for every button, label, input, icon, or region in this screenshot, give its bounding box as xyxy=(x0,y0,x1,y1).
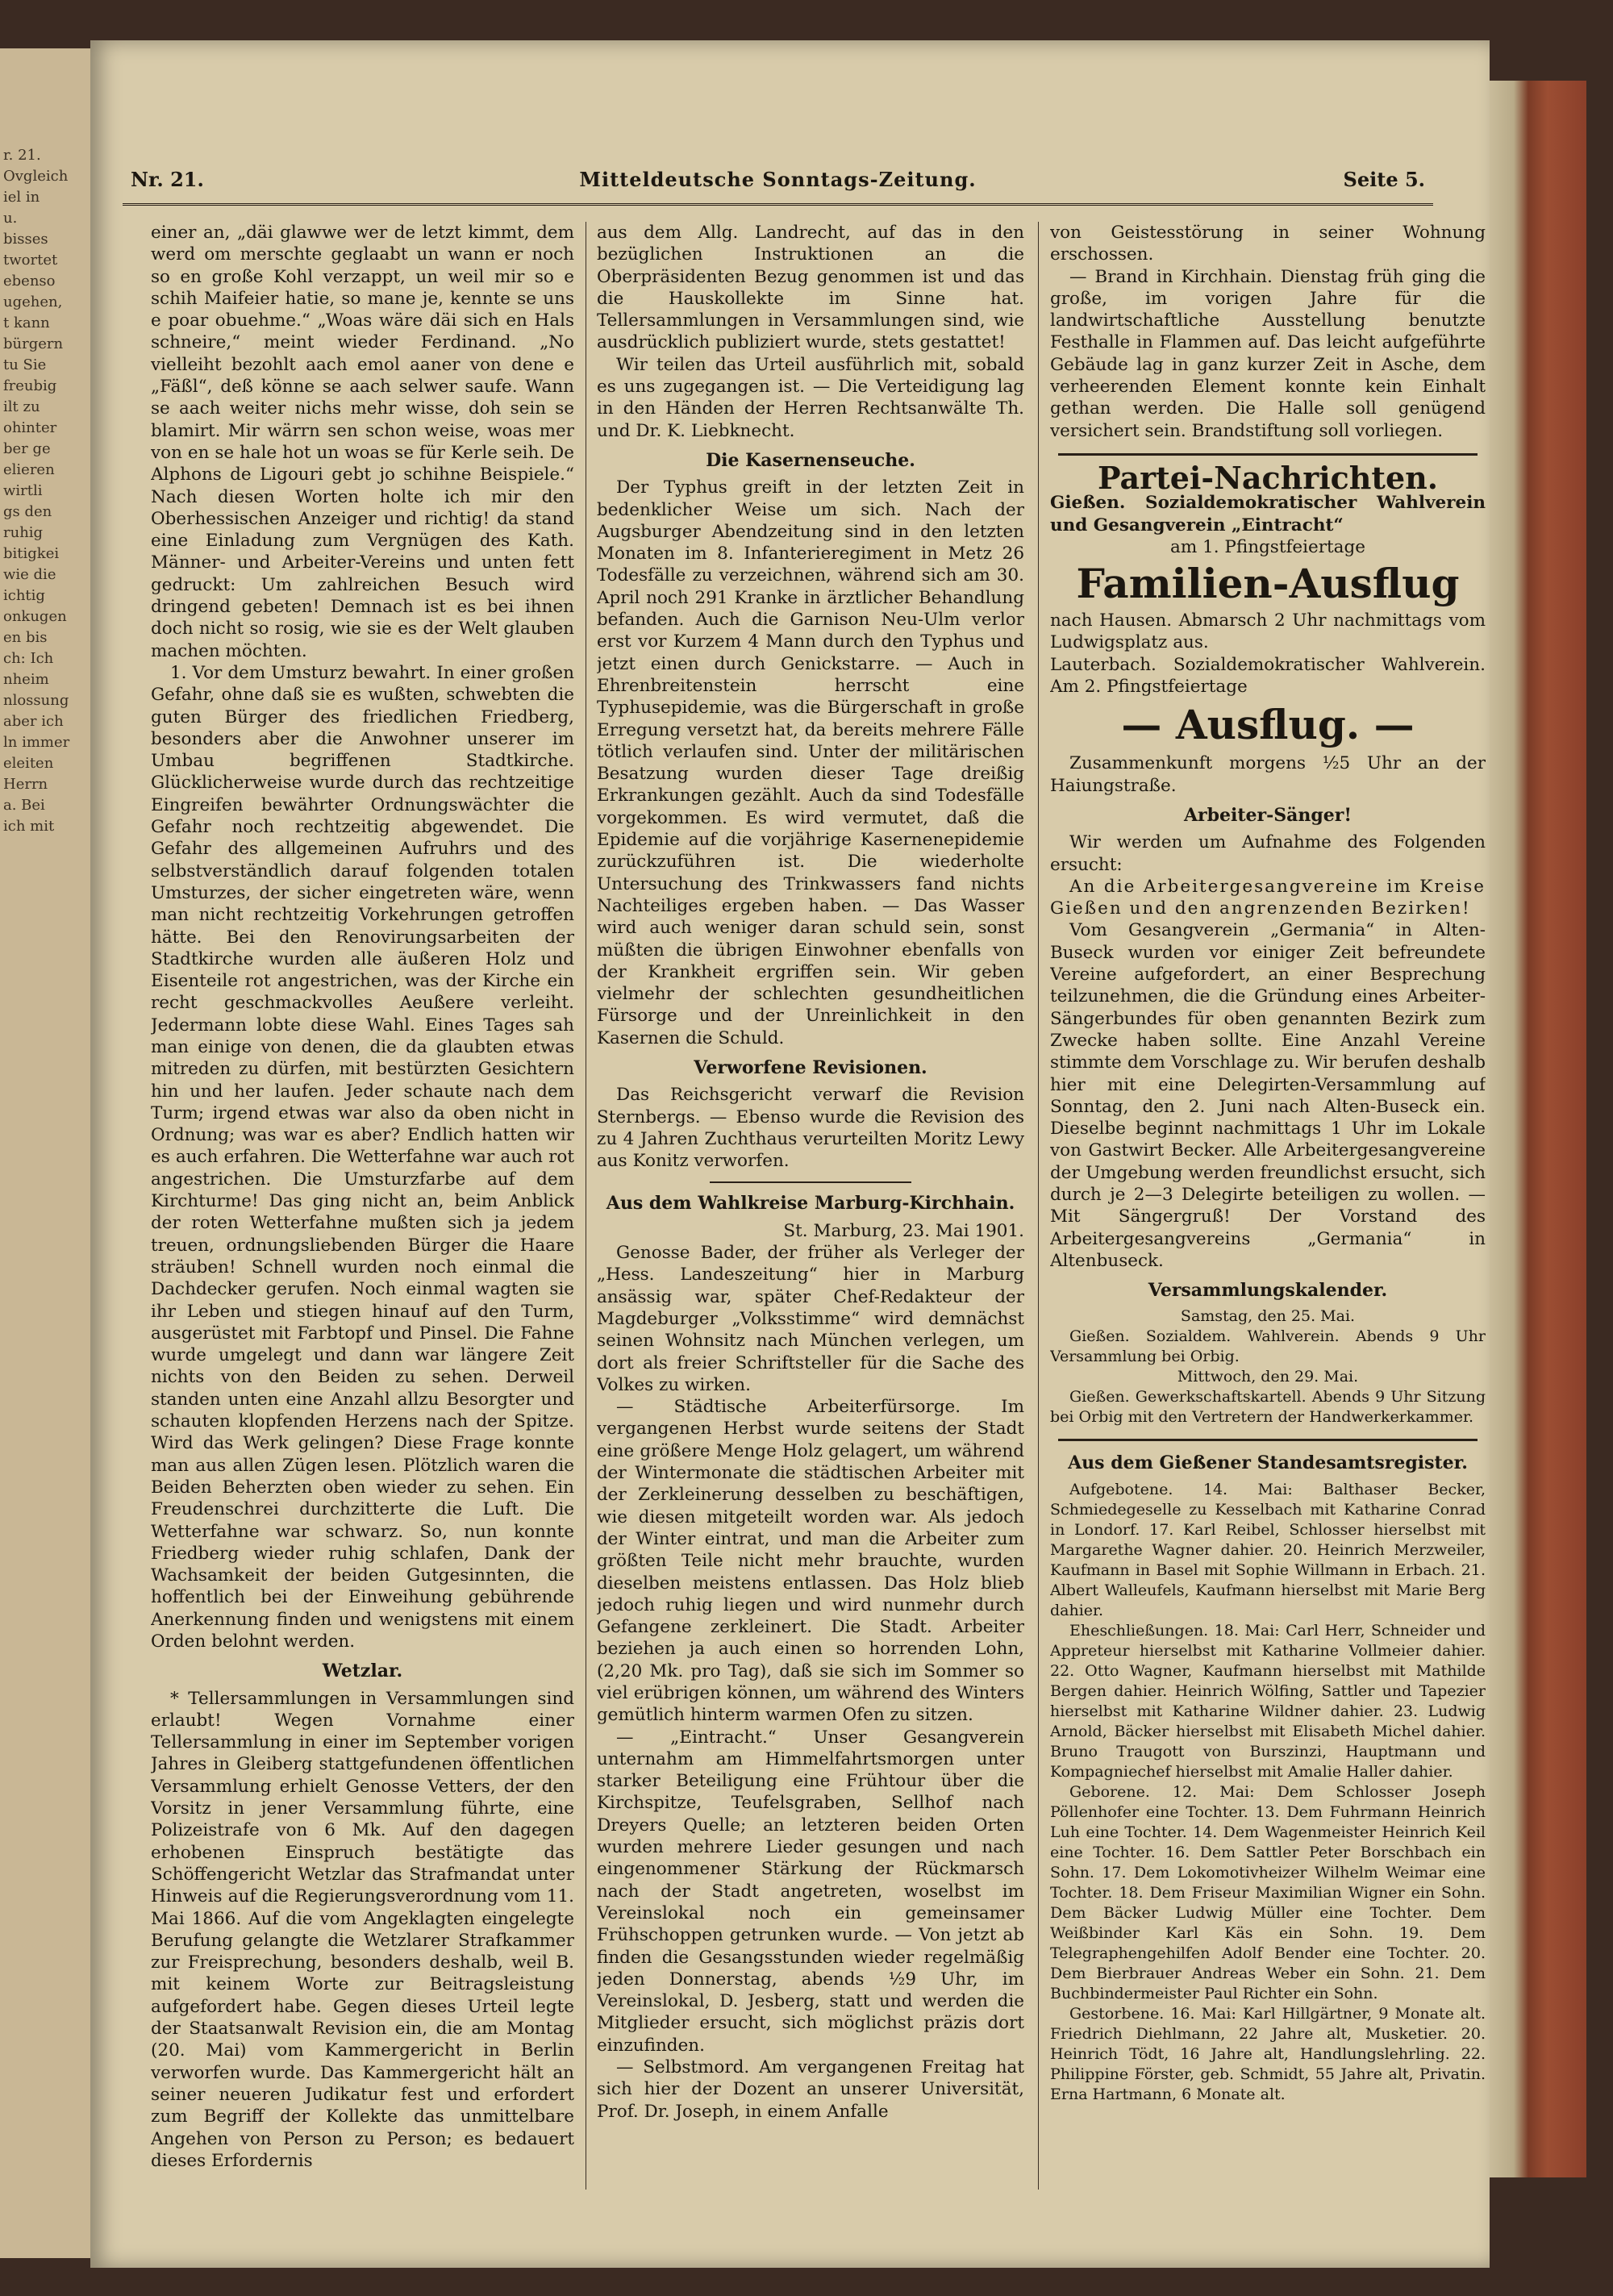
article-paragraph: aus dem Allg. Landrecht, auf das in den bezüglichen Instruktionen an die Oberpräsidenten Bezug genommen ist und das die Hauskollekte im Sinne hat. Tellersammlungen in Versammlungen sind, wie ausdrücklich publiziert wurde, stets gestattet! xyxy=(597,223,1024,353)
section-heading-kalender: Versammlungskalender. xyxy=(1148,1280,1388,1302)
adjacent-page-fragment: t kann xyxy=(3,315,50,331)
article-paragraph: Genosse Bader, der früher als Verleger der „Hess. Landeszeitung“ hier in Marburg ansässig war, später Chef-Redakteur der Magdeburger „Volksstimme“ wird demnächst seinen Wohnsitz nach München verlegen, um dort als freier Schriftsteller für die Sache des Volkes zu wirken. xyxy=(597,1243,1024,1395)
adjacent-page-fragment: r. 21. xyxy=(3,147,41,164)
section-heading-wetzlar: Wetzlar. xyxy=(322,1661,403,1682)
announcement-title: Familien-Ausflug xyxy=(1076,560,1460,608)
adjacent-page-fragment: tu Sie xyxy=(3,356,47,373)
announcement-text: Zusammenkunft morgens ½5 Uhr an der Haiungstraße. xyxy=(1050,753,1486,796)
article-paragraph: — Städtische Arbeiterfürsorge. Im vergangenen Herbst wurde seitens der Stadt eine größere Menge Holz gelagert, um während der Wintermonate die städtischen Arbeiter mit der Zerkleinerung desselben zu beschäftigen, wie diesen mitgeteilt worden war. Als jedoch der Winter eintrat, und man die Arbeiter zum größten Teile nicht mehr brauchte, wurden dieselben meistens entlassen. Das Holz blieb jedoch ruhig liegen und wird nunmehr durch Gefangene zerkleinert. Die Stadt. Arbeiter beziehen ja auch einen so horrenden Lohn, (2,20 Mk. pro Tag), daß sie sich im Sommer so viel erübrigen können, um während des Winters gemütlich hinterm warmen Ofen zu sitzen. xyxy=(597,1397,1024,1726)
section-heading-saenger: Arbeiter-Sänger! xyxy=(1183,804,1353,826)
adjacent-page-fragment: bitigkei xyxy=(3,545,60,562)
adjacent-page-fragment: aber ich xyxy=(3,713,64,730)
page-number: Seite 5. xyxy=(1343,168,1425,191)
adjacent-page-fragment: bisses xyxy=(3,231,48,248)
adjacent-page-fragment: freubig xyxy=(3,377,57,394)
section-separator xyxy=(1058,1439,1478,1441)
issue-number: Nr. 21. xyxy=(131,168,204,191)
register-entry: Eheschließungen. 18. Mai: Carl Herr, Schneider und Appreteur hierselbst mit Katharine Vollmeier dahier. 22. Otto Wagner, Kaufmann hierselbst mit Mathilde Bergen dahier. Heinrich Wölfing, Sattler und Tapezier hierselbst mit Katharine Wildner dahier. 23. Ludwig Arnold, Bäcker hierselbst mit Elisabeth Michel dahier. Bruno Traugott von Burszinzi, Hauptmann und Kompagniechef hierselbst mit Amalie Haller dahier. xyxy=(1050,1621,1486,1781)
adjacent-page-fragment: a. Bei xyxy=(3,797,45,814)
announcement-title: — Ausflug. — xyxy=(1121,701,1415,749)
adjacent-page-fragment: wirtli xyxy=(3,482,43,499)
section-separator xyxy=(1058,453,1478,456)
adjacent-page-fragment: elieren xyxy=(3,461,55,478)
register-entry: Geborene. 12. Mai: Dem Schlosser Joseph Pöllenhofer eine Tochter. 13. Dem Fuhrmann Heinrich Luh eine Tochter. 14. Dem Wagenmeister Heinrich Keil eine Tochter. 16. Dem Sattler Peter Borschbach ein Sohn. 17. Dem Lokomotivheizer Wilhelm Weimar eine Tochter. 18. Dem Friseur Maximilian Wigner ein Sohn. Dem Bäcker Ludwig Müller eine Tochter. Dem Weißbinder Karl Käs ein Sohn. 19. Dem Telegraphengehilfen Adolf Bender eine Tochter. 20. Dem Bierbrauer Andreas Weber ein Sohn. 21. Dem Buchbindermeister Paul Richter ein Sohn. xyxy=(1050,1782,1486,2002)
section-heading-marburg: Aus dem Wahlkreise Marburg-Kirchhain. xyxy=(606,1193,1015,1215)
adjacent-page-fragment: ber ge xyxy=(3,440,51,457)
article-paragraph: — Brand in Kirchhain. Dienstag früh ging die große, im vorigen Jahre für die landwirtschaftliche Ausstellung benutzte Festhalle in Flammen auf. Das leicht aufgeführte Gebäude lag in ganz kurzer Zeit in Asche, dem verheerenden Element konnte kein Einhalt gethan werden. Die Halle soll genügend versichert sein. Brandstiftung soll vorliegen. xyxy=(1050,266,1486,441)
register-entry: Aufgebotene. 14. Mai: Balthaser Becker, Schmiedegeselle zu Kesselbach mit Katharine Conrad in Londorf. 17. Karl Reibel, Schlosser hierselbst mit Margarethe Wagner dahier. 20. Heinrich Merzweiler, Kaufmann in Basel mit Sophie Willmann in Erbach. 21. Albert Walleufels, Kaufmann hierselbst mit Marie Berg dahier. xyxy=(1050,1480,1486,1619)
adjacent-page-fragment: nlossung xyxy=(3,692,69,709)
page-header xyxy=(123,161,1433,206)
adjacent-page-fragment: ohinter xyxy=(3,419,57,436)
article-paragraph: Wir werden um Aufnahme des Folgenden ersucht: xyxy=(1050,832,1486,875)
article-paragraph: 1. Vor dem Umsturz bewahrt. In einer großen Gefahr, ohne daß sie es wußten, schwebten die guten Bürger des friedlichen Friedberg, besonders aber die Anwohner unserer im Umbau begriffenen Stadtkirche. Glücklicherweise wurde durch das rechtzeitige Eingreifen bewährter Ordnungswächter die Gefahr noch rechtzeitig abgewendet. Die Gefahr des allgemeinen Aufruhrs und des selbstverständlich darauf folgenden totalen Umsturzes, der sicher eingetreten wäre, wenn man nicht rechtzeitig Vorkehrungen getroffen hätte. Bei den Renovirungsarbeiten der Stadtkirche wurden alle äußeren Holz und Eisenteile rot angestrichen, was der Kirche ein recht geschmackvolles Aeußere verleiht. Jedermann lobte diese Wahl. Eines Tages sah man einige von denen, die da glaubten etwas mitreden zu dürfen, mit bestürzten Gesichtern hin und her laufen. Jeder schaute nach dem Turm; irgend etwas war also da oben nicht in Ordnung; was war es aber? Endlich hatten wir es auch erfahren. Die Wetterfahne war auch rot angestrichen. Die Umsturzfarbe auf dem Kirchturme! Das ging nicht an, beim Anblick der roten Wetterfahne mußten sich ja jedem treuen, ordnungsliebenden Bürger die Haare sträuben! Schnell wurden noch einmal die Dachdecker gerufen. Noch einmal wagten sie ihr Leben und stiegen hinauf auf den Turm, ausgerüstet mit Farbtopf und Pinsel. Die Fahne wurde umgelegt und dann war längere Zeit nichts von den Beiden zu sehen. Derweil standen unten eine Anzahl allzu Besorgter und schauten klopfenden Herzens nach der Spitze. Wird das Werk gelingen? Diese Frage konnte man aus allen Zügen lesen. Plötzlich waren die Beiden Beherzten oben wieder zu sehen. Ein Freudenschrei durchzitterte die Luft. Die Wetterfahne war schwarz. So, nun konnte Friedberg wieder ruhig schlafen, Dank der Wachsamkeit der beiden Gutgesinnten, die hoffentlich bei der Einweihung gebührende Anerkennung finden und wenigstens mit einem Orden belohnt werden. xyxy=(151,662,574,1652)
adjacent-page-fragment: ichtig xyxy=(3,587,45,604)
register-entry: Gestorbene. 16. Mai: Karl Hillgärtner, 9 Monate alt. Friedrich Diehlmann, 22 Jahre alt, Musketier. 20. Heinrich Tödt, 16 Jahre alt, Handlungslehrling. 22. Philippine Förster, geb. Schmidt, 55 Jahre alt, Privatin. Erna Hartmann, 6 Monate alt. xyxy=(1050,2004,1486,2103)
adjacent-page-fragment: gs den xyxy=(3,503,52,520)
column-rule xyxy=(1038,222,1039,2190)
adjacent-page-fragment: u. xyxy=(3,210,18,227)
adjacent-page-fragment: Herrn xyxy=(3,776,48,793)
article-paragraph: — Selbstmord. Am vergangenen Freitag hat sich hier der Dozent an unserer Universität, Prof. Dr. Joseph, in einem Anfalle xyxy=(597,2057,1024,2122)
adjacent-page-fragment: iel in xyxy=(3,189,40,206)
dateline: St. Marburg, 23. Mai 1901. xyxy=(783,1220,1024,1241)
calendar-date: Mittwoch, den 29. Mai. xyxy=(1177,1368,1359,1386)
adjacent-page-fragment: ch: Ich xyxy=(3,650,54,667)
adjacent-page-fragment: twortet xyxy=(3,252,58,269)
adjacent-page-fragment: ugehen, xyxy=(3,294,63,310)
article-paragraph: — „Eintracht.“ Unser Gesangverein unternahm am Himmelfahrtsmorgen unter starker Beteiligung eine Frühtour über die Kirchspitze, Teufelsgraben, Sellhof nach Dreyers Quelle; an letzteren beiden Orten wurden mehrere Lieder gesungen und nach eingenommener Stärkung der Rückmarsch nach der Stadt angetreten, woselbst im Vereinslokal noch ein gemeinsamer Frühschoppen getrunken wurde. — Von jetzt ab finden die Gesangsstunden wieder regelmäßig jeden Donnerstag, abends ½9 Uhr, im Vereinslokal, D. Jesberg, statt und werden die Mitglieder ersucht, sich möglichst präzis dort einzufinden. xyxy=(597,1727,1024,2056)
adjacent-page-fragment: ruhig xyxy=(3,524,44,541)
section-separator xyxy=(710,1181,911,1183)
announcement-text: nach Hausen. Abmarsch 2 Uhr nachmittags vom Ludwigsplatz aus. xyxy=(1050,610,1486,653)
adjacent-page-fragment: nheim xyxy=(3,671,49,688)
article-paragraph: von Geistesstörung in seiner Wohnung erschossen. xyxy=(1050,223,1486,265)
article-paragraph: Der Typhus greift in der letzten Zeit in bedenklicher Weise um sich. Nach der Augsburger Abendzeitung sind in den letzten Monaten im 8. Infanterieregiment in Metz 26 Todesfälle zu verzeichnen, während sich am 30. April noch 291 Kranke in ärztlicher Behandlung befanden. Auch die Garnison Neu-Ulm verlor erst vor Kurzem 4 Mann durch den Typhus und jetzt einen durch Genickstarre. — Auch in Ehrenbreitenstein herrscht eine Typhusepidemie, was die Bürgerschaft in große Erregung versetzt hat, da bereits mehrere Fälle tötlich verlaufen sind. Unter der militärischen Besatzung wurden dieser Tage dreißig Erkrankungen gezählt. Auch da sind Todesfälle vorgekommen. Es wird vermutet, daß die Epidemie auf die vorjährige Kasernenepidemie zurückzuführen ist. Die wiederholte Untersuchung des Trinkwassers fand nichts Nachteiliges ergeben haben. — Das Wasser wird auch weniger daran schuld sein, sonst müßten die übrigen Einwohner ebenfalls von der Krankheit ergriffen sein. Wir geben vielmehr der schlechten gesundheitlichen Fürsorge und der Unreinlichkeit in den Kasernen die Schuld. xyxy=(597,477,1024,1048)
adjacent-page-text-fragments xyxy=(3,145,84,837)
announcement-date: am 1. Pfingstfeiertage xyxy=(1170,536,1365,557)
announcement-heading: Gießen. Sozialdemokratischer Wahlverein und Gesangverein „Eintracht“ xyxy=(1050,493,1486,535)
article-paragraph: Wir teilen das Urteil ausführlich mit, sobald es uns zugegangen ist. — Die Verteidigung lag in den Händen der Herren Rechtsanwälte Th. und Dr. K. Liebknecht. xyxy=(597,354,1024,441)
column-3 xyxy=(1050,222,1486,2190)
announcement-heading: Lauterbach. Sozialdemokratischer Wahlverein. Am 2. Pfingstfeiertage xyxy=(1050,654,1486,698)
article-paragraph: Das Reichsgericht verwarf die Revision Sternbergs. — Ebenso wurde die Revision des zu 4 Jahren Zuchthaus verurteilten Moritz Lewy aus Konitz verworfen. xyxy=(597,1085,1024,1172)
book-binding-edge xyxy=(1490,81,1586,2177)
adjacent-page-fragment: ln immer xyxy=(3,734,70,751)
article-paragraph: Vom Gesangverein „Germania“ in Alten-Buseck wurden vor einiger Zeit befreundete Vereine aufgefordert, an einer Besprechung teilzunehmen, die die Gründung eines Arbeiter-Sängerbundes für oben genannten Bezirk zum Zwecke haben sollte. Eine Anzahl Vereine stimmte dem Vorschlage zu. Wir berufen deshalb hier mit eine Delegirten-Versammlung auf Sonntag, den 2. Juni nach Alten-Buseck ein. Dieselbe beginnt nachmittags 1 Uhr im Lokale von Gastwirt Becker. Alle Arbeitergesangvereine der Umgebung werden freundlichst ersucht, sich durch je 2—3 Delegirte beteiligen zu wollen. — Mit Sängergruß! Der Vorstand des Arbeitergesangvereins „Germania“ in Altenbuseck. xyxy=(1050,920,1486,1271)
article-paragraph: An die Arbeitergesangvereine im Kreise Gießen und den angrenzenden Bezirken! xyxy=(1050,876,1486,919)
newspaper-page xyxy=(90,40,1490,2268)
adjacent-page-fragment: ilt zu xyxy=(3,398,40,415)
adjacent-page-fragment: wie die xyxy=(3,566,56,583)
adjacent-page-fragment: ebenso xyxy=(3,273,56,290)
article-paragraph: * Tellersammlungen in Versammlungen sind erlaubt! Wegen Vornahme einer Tellersammlung in einer im September vorigen Jahres in Gleiberg stattgefundenen öffentlichen Versammlung erhielt Genosse Vetters, der den Vorsitz in jener Versammlung führte, eine Polizeistrafe von 6 Mk. Auf den dagegen erhobenen Einspruch bestätigte das Schöffengericht Wetzlar das Strafmandat unter Hinweis auf die Regierungsverordnung vom 11. Mai 1866. Auf die vom Angeklagten eingelegte Berufung gelangte die Wetzlarer Strafkammer zur Freisprechung, besonders deshalb, weil B. mit keinem Worte zur Beitragsleistung aufgefordert habe. Gegen dieses Urteil legte der Staatsanwalt Revision ein, die am Montag (20. Mai) vom Kammergericht in Berlin verworfen wurde. Das Kammergericht hält an seiner neueren Judikatur fest und erfordert zum Begriff der Kollekte das unmittelbare Angehen von Person zu Person; es bedauert dieses Erfordernis xyxy=(151,1688,574,2171)
adjacent-page-fragment: ich mit xyxy=(3,818,55,835)
section-heading-standesamt: Aus dem Gießener Standesamtsregister. xyxy=(1068,1452,1468,1474)
calendar-date: Samstag, den 25. Mai. xyxy=(1180,1307,1356,1326)
calendar-entry: Gießen. Gewerkschaftskartell. Abends 9 Uhr Sitzung bei Orbig mit den Vertretern der Handwerkerkammer. xyxy=(1050,1388,1486,1427)
adjacent-page-fragment: Ovgleich xyxy=(3,168,69,185)
section-heading-partei: Partei-Nachrichten. xyxy=(1097,459,1439,496)
column-2 xyxy=(597,222,1024,2190)
column-1 xyxy=(151,222,574,2190)
calendar-entry: Gießen. Sozialdem. Wahlverein. Abends 9 Uhr Versammlung bei Orbig. xyxy=(1050,1327,1486,1366)
adjacent-page-edge xyxy=(0,48,92,2258)
section-heading-kasernenseuche: Die Kasernenseuche. xyxy=(706,449,915,471)
adjacent-page-fragment: bürgern xyxy=(3,335,64,352)
adjacent-page-fragment: eleiten xyxy=(3,755,54,772)
article-paragraph: einer an, „däi glawwe wer de letzt kimmt, dem werd om merschte geglaabt un wann er noch so en große Kohl verzappt, un weil mir so e schih Maifeier hatie, so mane je, kennte se uns e poar obuehme.“ „Woas wäre däi sich en Hals schneire,“ meint wieder Ferdinand. „No vielleiht bezohlt aach emol aaner von dene e „Fäßl“, deß könne se aach selwer saufe. Wann se aach weiter nichs mehr wisse, doh sein se blamirt. Mir wärrn sen schon weise, woas mer von en se hale hot un woas se für Kerle seih. De Alphons de Ligouri gebt jo schihne Beispiele.“ Nach diesen Worten holte ich mir den Oberhessischen Anzeiger und richtig! da stand eine Einladung zum Vergnügen des Kath. Männer- und Arbeiter-Vereins und unten fett gedruckt: Um zahlreichen Besuch wird dringend gebeten! Demnach ist es bei ihnen doch nicht so rosig, wie sie es der Welt glauben machen möchten. xyxy=(151,223,574,661)
newspaper-title: Mitteldeutsche Sonntags-Zeitung. xyxy=(579,168,977,191)
adjacent-page-fragment: en bis xyxy=(3,629,48,646)
adjacent-page-fragment: onkugen xyxy=(3,608,67,625)
section-heading-revisionen: Verworfene Revisionen. xyxy=(694,1056,927,1078)
